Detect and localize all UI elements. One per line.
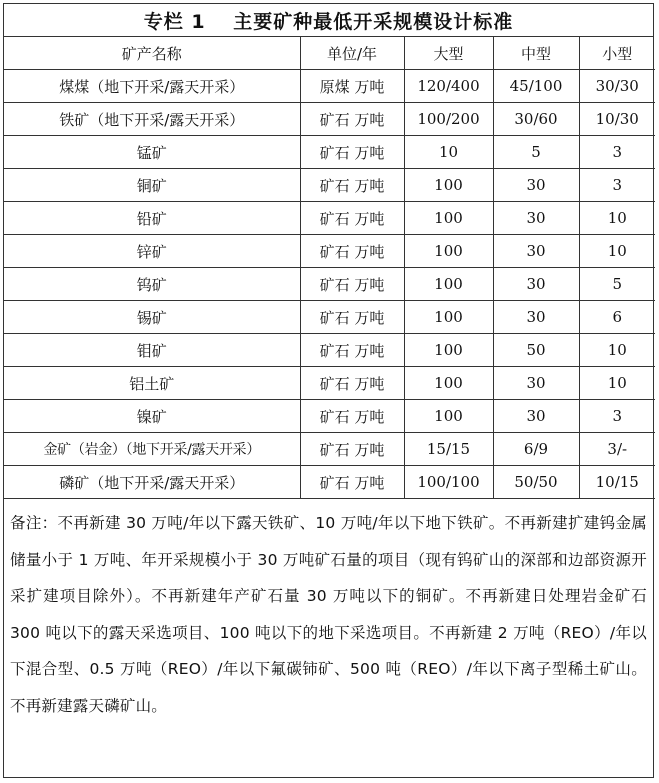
table-row [4,466,655,499]
unit-value: 矿石 万吨 [300,367,404,400]
unit-value: 原煤 万吨 [300,70,404,103]
mineral-name: 钨矿 [4,268,300,301]
unit-value: 矿石 万吨 [300,169,404,202]
medium-value: 5 [493,136,579,169]
table-row [4,334,655,367]
medium-value: 50/50 [493,466,579,499]
table-row [4,301,655,334]
medium-value: 30 [493,235,579,268]
small-value: 5 [579,268,655,301]
large-value: 15/15 [404,433,493,466]
mineral-name: 煤煤（地下开采/露天开采） [4,70,300,103]
medium-value: 30 [493,169,579,202]
small-value: 3 [579,136,655,169]
small-value: 10 [579,202,655,235]
table-row [4,367,655,400]
header-large: 大型 [404,37,493,70]
large-value: 100 [404,169,493,202]
small-value: 10/30 [579,103,655,136]
mineral-name: 锡矿 [4,301,300,334]
medium-value: 30 [493,301,579,334]
small-value: 6 [579,301,655,334]
large-value: 100 [404,202,493,235]
unit-value: 矿石 万吨 [300,103,404,136]
unit-value: 矿石 万吨 [300,433,404,466]
unit-value: 矿石 万吨 [300,235,404,268]
mineral-name: 镍矿 [4,400,300,433]
small-value: 30/30 [579,70,655,103]
table-row [4,400,655,433]
unit-value: 矿石 万吨 [300,268,404,301]
large-value: 100 [404,400,493,433]
unit-value: 矿石 万吨 [300,334,404,367]
medium-value: 30 [493,202,579,235]
mineral-name: 铝土矿 [4,367,300,400]
large-value: 100/200 [404,103,493,136]
medium-value: 50 [493,334,579,367]
panel-title: 专栏 1 主要矿种最低开采规模设计标准 [4,4,653,37]
header-small: 小型 [579,37,655,70]
mineral-name: 钼矿 [4,334,300,367]
large-value: 10 [404,136,493,169]
mineral-name: 锰矿 [4,136,300,169]
small-value: 10 [579,235,655,268]
header-unit: 单位/年 [300,37,404,70]
header-name: 矿产名称 [4,37,300,70]
small-value: 10 [579,334,655,367]
large-value: 100 [404,268,493,301]
unit-value: 矿石 万吨 [300,301,404,334]
mineral-name: 金矿（岩金）（地下开采/露天开采） [4,433,300,466]
table-row [4,103,655,136]
mining-scale-table [4,37,655,499]
large-value: 100 [404,235,493,268]
medium-value: 6/9 [493,433,579,466]
mineral-name: 铜矿 [4,169,300,202]
unit-value: 矿石 万吨 [300,136,404,169]
table-row [4,202,655,235]
small-value: 3 [579,169,655,202]
table-row [4,70,655,103]
mineral-name: 磷矿（地下开采/露天开采） [4,466,300,499]
small-value: 3/- [579,433,655,466]
remarks-note: 备注：不再新建 30 万吨/年以下露天铁矿、10 万吨/年以下地下铁矿。不再新建扩建钨金属储量小于 1 万吨、年开采规模小于 30 万吨矿石量的项目（现有钨矿山的深部和边部资源开采扩建项目除外）。不再新建年产矿石量 30 万吨以下的铜矿。不再新建日处理岩金矿石 300 吨以下的露天采选项目、100 吨以下的地下采选项目。不再新建 2 万吨（REO）/年以下混合型、0.5 万吨（REO）/年以下氟碳铈矿、500 吨（REO）/年以下离子型稀土矿山。不再新建露天磷矿山。 [10,514,647,715]
table-row [4,433,655,466]
small-value: 10 [579,367,655,400]
mineral-name: 锌矿 [4,235,300,268]
unit-value: 矿石 万吨 [300,400,404,433]
medium-value: 45/100 [493,70,579,103]
small-value: 3 [579,400,655,433]
mineral-name: 铅矿 [4,202,300,235]
table-row [4,235,655,268]
medium-value: 30 [493,367,579,400]
medium-value: 30 [493,268,579,301]
table-row [4,136,655,169]
large-value: 120/400 [404,70,493,103]
large-value: 100 [404,334,493,367]
table-row [4,268,655,301]
standards-panel [3,3,654,778]
unit-value: 矿石 万吨 [300,466,404,499]
unit-value: 矿石 万吨 [300,202,404,235]
large-value: 100 [404,301,493,334]
table-header-row [4,37,655,70]
large-value: 100 [404,367,493,400]
small-value: 10/15 [579,466,655,499]
header-medium: 中型 [493,37,579,70]
mineral-name: 铁矿（地下开采/露天开采） [4,103,300,136]
large-value: 100/100 [404,466,493,499]
medium-value: 30/60 [493,103,579,136]
medium-value: 30 [493,400,579,433]
table-row [4,169,655,202]
